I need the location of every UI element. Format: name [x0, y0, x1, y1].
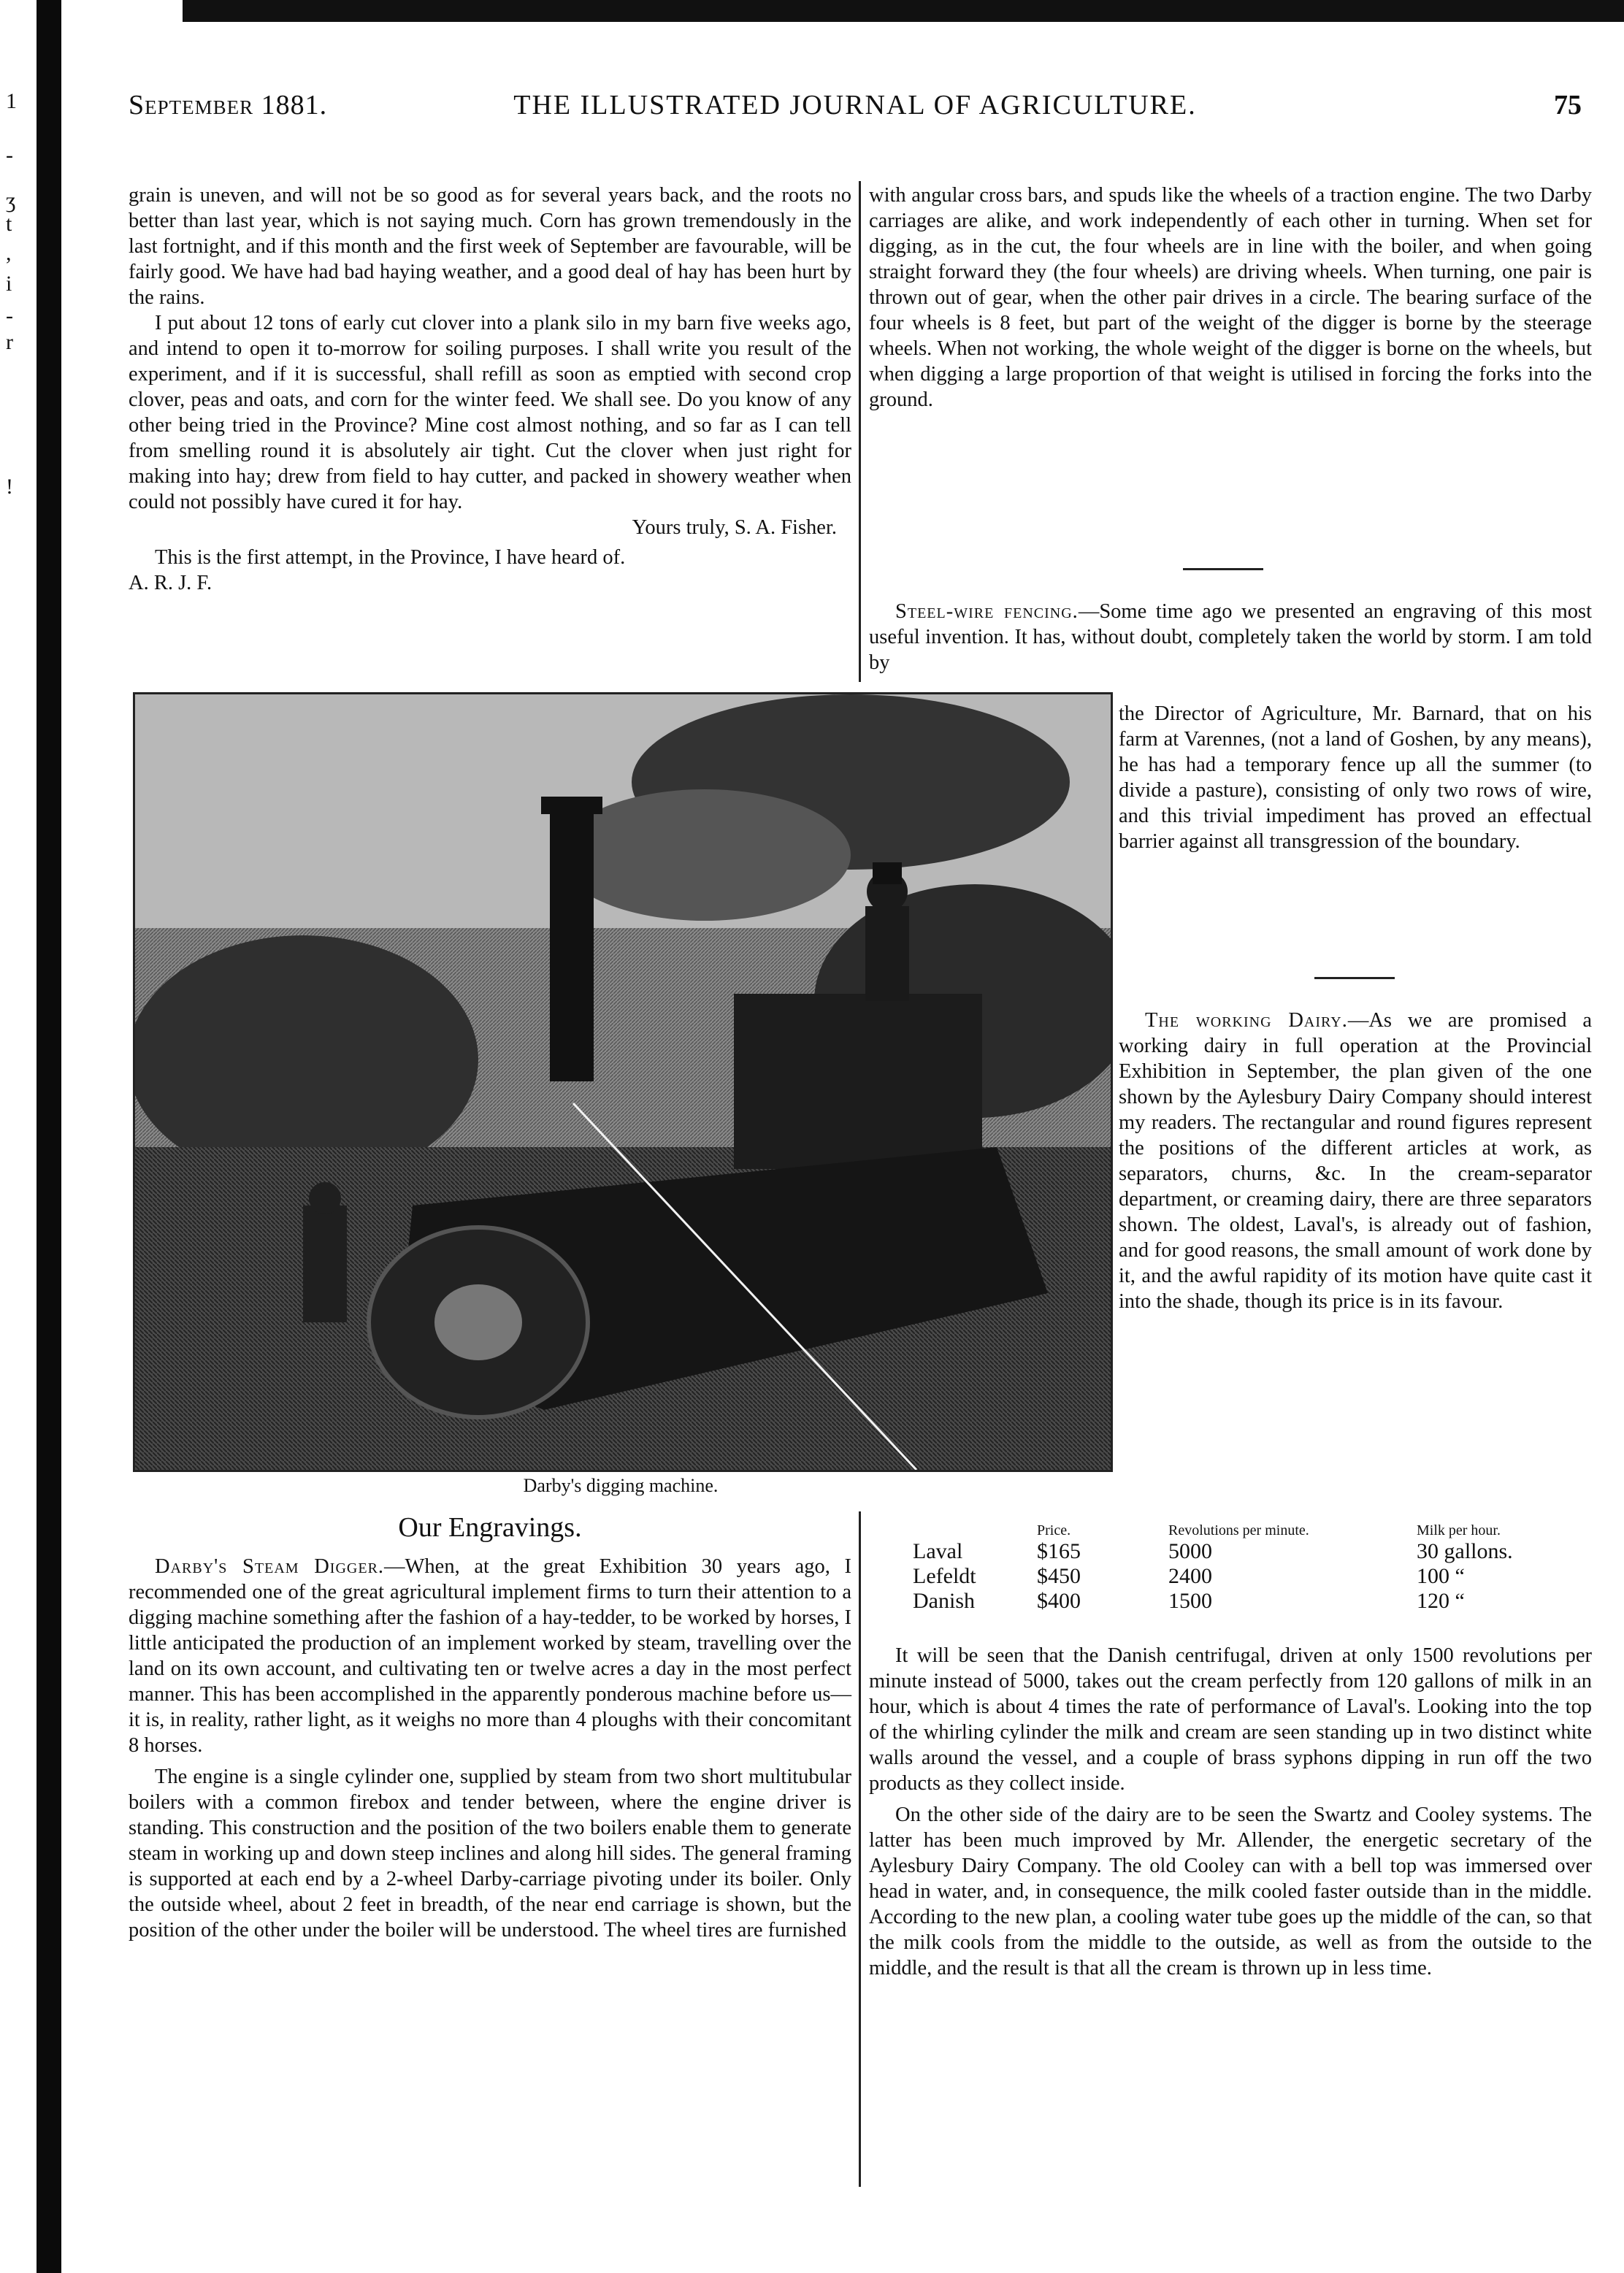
margin-mark: i — [6, 272, 12, 296]
table-cell: Lefeldt — [913, 1564, 976, 1588]
table-header: Revolutions per minute. — [1168, 1522, 1309, 1538]
section-text: —When, at the great Exhibition 30 years ago, I recommended one of the great agricultural implement firms to turn their attention to a digging machine something after the fashion of a hay-tedder, to be worked by horses, I little anticipated the production of an implement worked by steam, travelling over the land on its own account, and cultivating ten or twelve acres a day in the most perfect manner. This has been accomplished in the apparently ponderous machine before us—it is, in reality, rather light, as it weighs no more than 4 ploughs with their concomitant 8 horses. — [129, 1555, 851, 1757]
editor-initials: A. R. J. F. — [129, 572, 212, 594]
column-rule — [859, 1511, 861, 2187]
section-lead: Steel-wire fencing. — [895, 600, 1079, 623]
issue-date: September 1881. — [129, 90, 328, 120]
section-lead: Darby's Steam Digger. — [155, 1555, 385, 1578]
table-row — [913, 1539, 1570, 1564]
table-row — [913, 1564, 1570, 1589]
running-head — [129, 89, 1582, 133]
margin-mark: ! — [6, 475, 13, 499]
table-cell: 1500 — [1168, 1589, 1212, 1613]
table-cell: Danish — [913, 1589, 975, 1613]
working-dairy-section — [1119, 1008, 1592, 1314]
margin-mark: 1 — [6, 89, 17, 113]
paragraph: On the other side of the dairy are to be seen the Swartz and Cooley systems. The latter has been much improved by Mr. Allender, the energetic secretary of the Aylesbury Dairy Company. The old Cooley can with a bell top was immersed over head in water, and, in consequence, the milk cooled faster outside than in the middle. According to the new plan, a cooling water tube goes up the middle of the can, so that the milk cools from the middle to the outside, as well as from the outside to the middle, and the result is that all the cream is thrown up in less time. — [869, 1804, 1592, 1979]
engraving-illustration — [133, 692, 1113, 1472]
steel-wire-section — [869, 599, 1592, 675]
column-rule — [859, 181, 861, 682]
table-header: Milk per hour. — [1417, 1522, 1501, 1538]
paragraph: grain is uneven, and will not be so good as for several years back, and the roots no better than last year, which is not saying much. Corn has grown tremendously in the last fortnight, and if this month and the first week of September are favourable, will be fairly good. We have had bad haying weather, and a good deal of hay has been hurt by the rains. — [129, 184, 851, 309]
figure-caption: Darby's digging machine. — [523, 1475, 719, 1496]
table-header — [913, 1522, 1037, 1539]
table-header: Price. — [1037, 1522, 1071, 1538]
table-cell: $450 — [1037, 1564, 1081, 1588]
margin-mark: - — [6, 304, 13, 328]
section-divider — [1183, 568, 1263, 570]
left-column-bottom — [129, 1554, 851, 1943]
page-number: 75 — [1554, 90, 1582, 120]
table-cell: 2400 — [1168, 1564, 1212, 1588]
table-cell: $400 — [1037, 1589, 1081, 1613]
margin-mark: r — [6, 330, 13, 354]
table-cell: Laval — [913, 1539, 963, 1563]
section-text: —Some time ago we presented an engraving of this most useful invention. It has, without doubt, completely taken the world by storm. I am told by — [869, 600, 1592, 674]
steam-digger-engraving — [135, 694, 1111, 1470]
top-edge-bar — [183, 0, 1624, 22]
table-cell: 120 “ — [1417, 1589, 1465, 1613]
binding-edge — [37, 0, 61, 2273]
table-cell: 100 “ — [1417, 1564, 1465, 1588]
paragraph: with angular cross bars, and spuds like the wheels of a traction engine. The two Darby carriages are alike, and work independently of each other in turning. When set for digging, as in the cut, the four wheels are in line with the boiler, and when going straight forward they (the four wheels) are driving wheels. When turning, one pair is thrown out of gear, when the other pair drives in a circle. The bearing surface of the four wheels is 8 feet, but part of the weight of the digger is borne by the steerage wheels. When not working, the whole weight of the digger is borne on the wheels, but when digging a large proportion of that weight is utilised in forcing the forks into the ground. — [869, 184, 1592, 411]
right-column-bottom — [869, 1643, 1592, 1981]
margin-mark: , — [6, 241, 12, 265]
separator-price-table — [913, 1522, 1570, 1614]
section-heading: Our Engravings. — [398, 1512, 582, 1543]
section-text: the Director of Agriculture, Mr. Barnard, that on his farm at Varennes, (not a land of Goshen, by any means), he has had a temporary fence up all the summer (to divide a pasture), consisting of only two rows of wire, and this trivial impediment has proved an effectual barrier against all transgression of the boundary. — [1119, 702, 1592, 853]
margin-mark: - — [6, 143, 13, 167]
left-column-top — [129, 183, 851, 596]
section-text: —As we are promised a working dairy in full operation at the Provincial Exhibition in September, the plan given of the one shown by the Aylesbury Dairy Company should interest my readers. The rectangular and round figures represent the positions of the different articles at work, as separators, churns, &c. In the cream-separator department, or creaming dairy, there are three separators shown. The oldest, Laval's, is already out of fashion, and for good reasons, the small amount of work done by it, and the awful rapidity of its motion have quite cast it into the shade, though its price is in its favour. — [1119, 1009, 1592, 1313]
margin-mark: t — [6, 212, 12, 236]
paragraph: I put about 12 tons of early cut clover into a plank silo in my barn five weeks ago, and intend to open it to-morrow for soiling purposes. I shall write you result of the experiment, and if it is successful, shall refill as soon as emptied with second crop clover, peas and oats, and corn for the winter feed. We shall see. Do you know of any other being tried in the Province? Mine cost almost nothing, and so far as I can tell from smelling round it is absolutely air tight. Cut the clover when just right for making into hay; drew from field to hay cutter, and packed in showery weather when could not possibly have cured it for hay. — [129, 312, 851, 513]
paragraph: It will be seen that the Danish centrifugal, driven at only 1500 revolutions per minute instead of 5000, takes out the cream perfectly from 120 gallons of milk in an hour, which is about 4 times the rate of performance of Laval's. Looking into the top of the whirling cylinder the milk and cream are seen standing up in two distinct white walls around the vessel, and a couple of brass syphons dipping in run off the two products as they collect inside. — [869, 1644, 1592, 1795]
signature: Yours truly, S. A. Fisher. — [632, 516, 837, 539]
margin-mark: ʒ — [6, 188, 16, 212]
table-row — [913, 1589, 1570, 1614]
table-cell: $165 — [1037, 1539, 1081, 1563]
section-divider — [1314, 977, 1395, 979]
table-cell: 5000 — [1168, 1539, 1212, 1563]
section-lead: The working Dairy. — [1145, 1009, 1348, 1032]
editor-note: This is the first attempt, in the Province, I have heard of. — [155, 546, 626, 569]
table-cell: 30 gallons. — [1417, 1539, 1513, 1563]
journal-title: THE ILLUSTRATED JOURNAL OF AGRICULTURE. — [513, 90, 1197, 120]
right-column-top — [869, 183, 1592, 413]
paragraph: The engine is a single cylinder one, supplied by steam from two short multitubular boilers with a common firebox and tender between, where the engine driver is standing. This construction and the position of the two boilers enable them to generate steam in working up and down steep inclines and along hill sides. The general framing is supported at each end by a 2-wheel Darby-carriage pivoting under its boiler. Only the outside wheel, about 2 feet in breadth, of the near end carriage is shown, but the position of the other under the boiler will be understood. The wheel tires are furnished — [129, 1766, 851, 1942]
steel-wire-section-wrap — [1119, 701, 1592, 854]
